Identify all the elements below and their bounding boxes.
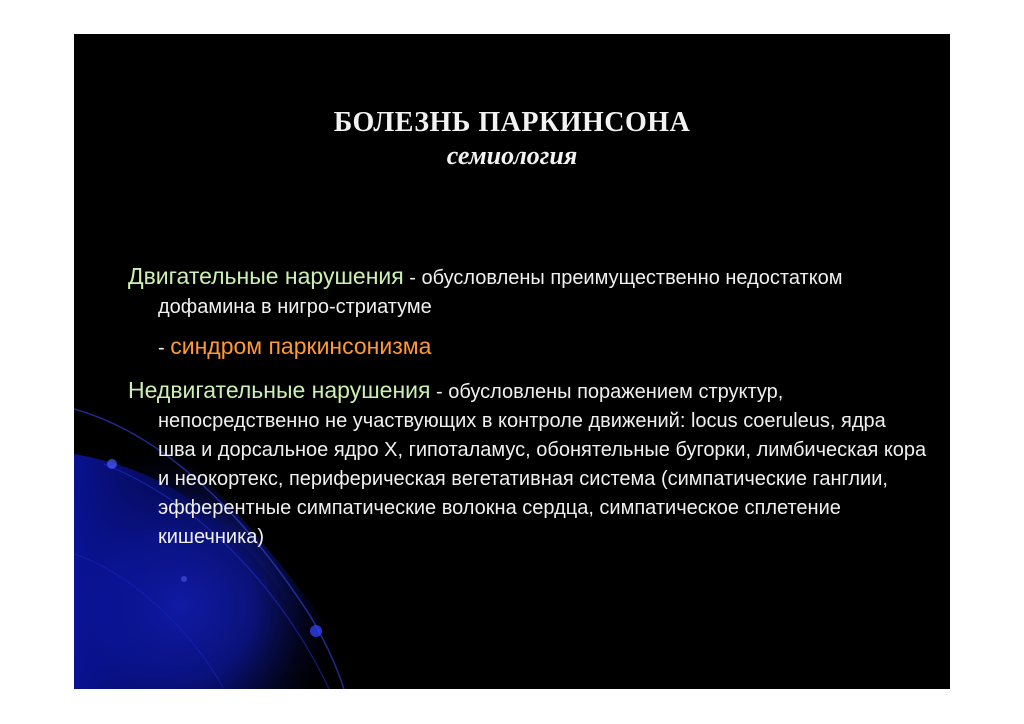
slide [74, 34, 950, 689]
motor-disorders-heading: Двигательные нарушения [128, 263, 404, 289]
slide-content [128, 262, 928, 552]
parkinsonism-dash: - [158, 337, 171, 359]
slide-title-block [74, 106, 950, 172]
nonmotor-disorders-text: - обусловлены поражением структур, непосредственно не участвующих в контроле движений: locus coeruleus, ядра шва и дорсальное ядро Х, гипоталамус, обонятельные бугорки, лимбическая кора и неокортекс, периферическая вегетативная система (симпатические ганглии, эфферентные симпатические волокна сердца, симпатическое сплетение кишечника) [158, 381, 927, 548]
nonmotor-disorders-heading: Недвигательные нарушения [128, 377, 431, 403]
nonmotor-disorders-paragraph [128, 376, 928, 552]
parkinsonism-line [158, 324, 928, 370]
parkinsonism-syndrome: синдром паркинсонизма [170, 333, 432, 359]
motor-disorders-text: - обусловлены преимущественно недостатком дофамина в нигро-стриатуме [158, 267, 843, 318]
motor-disorders-paragraph [128, 262, 928, 322]
slide-title: БОЛЕЗНЬ ПАРКИНСОНА [333, 107, 691, 138]
slide-subtitle: семиология [446, 141, 578, 170]
